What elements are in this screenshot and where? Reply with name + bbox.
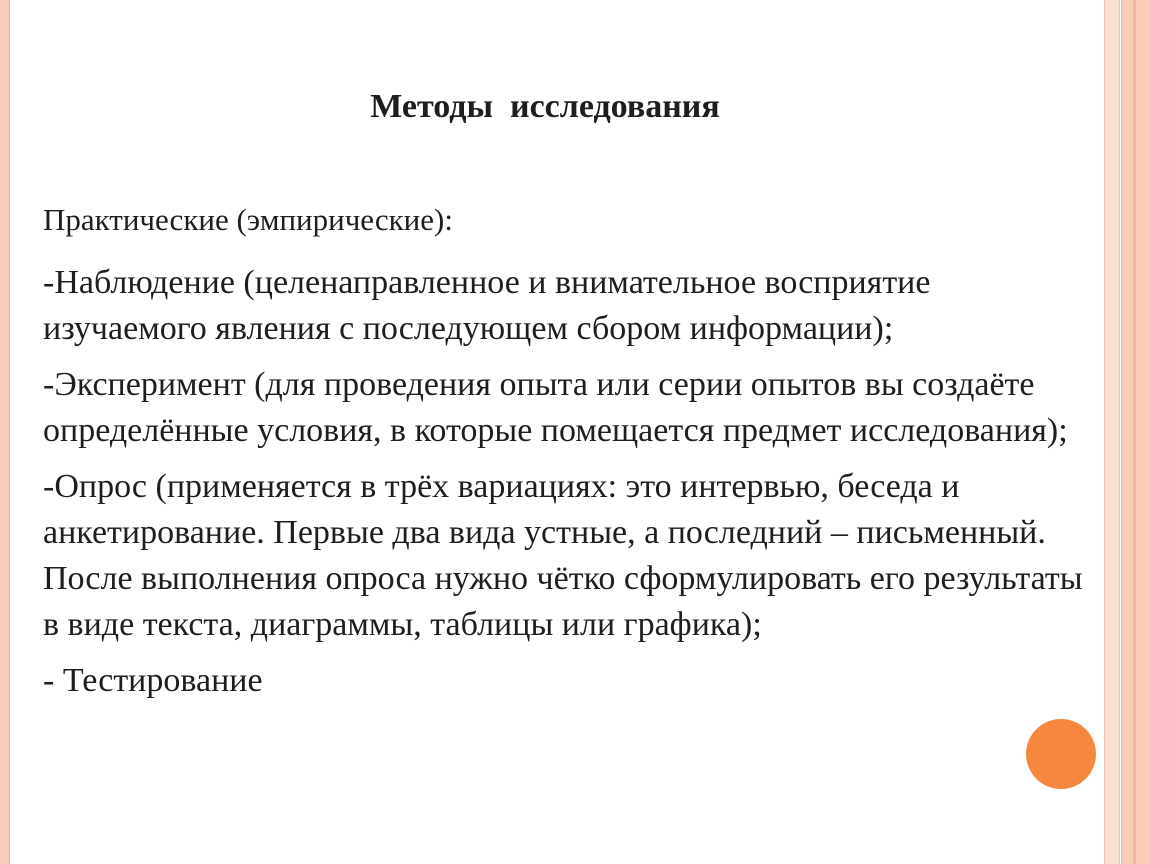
list-item-observation: -Наблюдение (целенаправленное и внимательное восприятие изучаемого явления с последующем сбором информации); <box>43 264 931 347</box>
list-item-experiment: -Эксперимент (для проведения опыта или серии опытов вы создаёте определённые условия, в которые помещается предмет исследования); <box>43 366 1068 449</box>
slide-title: Методы исследования <box>370 88 720 125</box>
right-decorative-border-inner <box>1104 0 1120 864</box>
right-decorative-stripe <box>1133 0 1136 864</box>
list-item-survey: -Опрос (применяется в трёх вариациях: это интервью, беседа и анкетирование. Первые два вида устные, а последний – письменный. После выполнения опроса нужно чётко сформулировать его результаты в виде текста, диаграммы, таблицы или графика); <box>43 468 1083 643</box>
slide-body <box>43 200 1083 714</box>
list-item-testing: - Тестирование <box>43 662 263 699</box>
subheading: Практические (эмпирические): <box>43 202 453 237</box>
left-decorative-border <box>0 0 10 864</box>
orange-circle-decoration <box>1026 719 1096 789</box>
